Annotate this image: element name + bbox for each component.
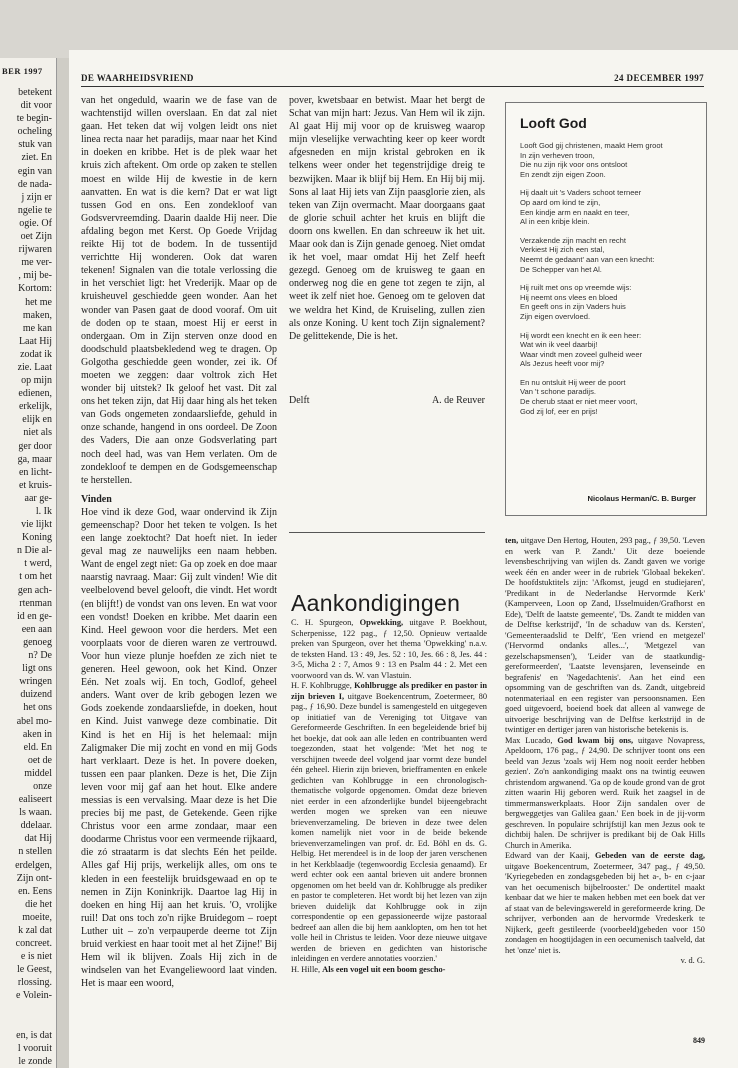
adjacent-page-line: zie. Laat xyxy=(17,361,52,373)
adjacent-page-line: en, is dat xyxy=(16,1029,52,1041)
adjacent-page-line: maken, xyxy=(22,309,52,321)
announcement-text: uitgave Boekencentrum, Zoetermeer, 80 pag., ƒ 16,90. Deze bundel is samengesteld en uitgegeven op initiatief van de Vereniging tot Uitgave van Gereformeerde Geschriften. In een begeleidende brief bij het boekje, dat ook aan alle leden en contribuanten werd toegezonden, staat het volgende: 'Met het nog te verschijnen tweede deel volgend jaar vormt deze bundel één geheel. Hierin zijn brieven, briefframenten en enkele gedichten van Kohlbrugge in een chronologisch-thematische volgorde opgenomen. Omdat deze brieven niet eerder in een afzonderlijke bundel bijeengebracht werden mogen we spreken van een nieuwe brievenverzameling. De brieven in deze twee delen komen namelijk niet voor in de beide bekende brievenverzamelingen van prof. dr. Ed. Böhl en ds. G. Helbig. Het merendeel is in de loop der jaren verschenen in het Kerkblaadje (tegenwoordig Ecclesia genaamd). Er werd echter ook een aantal brieven uit andere bronnen opgenomen om het beeld van dr. Kohlbrugge als prediker en pastor te completeren. Het wordt bij het lezen van zijn brieven duidelijk dat Kohlbrugge ook in zijn correspondentie op een gepassioneerde wijze pastoraal bedreef aan allen die bij hem aanklopten, om hen tot het volle heil in Christus te leiden. Voor deze nieuwe uitgave werden de brieven en gedichten van historische inleidingen en verdere annotaties voorzien.' xyxy=(291,691,488,963)
poem-stanza: Verzakende zijn macht en recht Verkiest Hij zich een stal, Neemt de gedaant' aan van een knecht: De Schepper van het Al. xyxy=(520,235,655,274)
article-paragraph: van het ongeduld, waarin we de fase van de wachtenstijd willen overslaan. En dat zal niet gaan. Het teken dat wij volgen leidt ons niet linea recta naar het paradijs, maar naar het Kind in doeken en kribbe. Het is de plek waar het kruis zich aftekent. Om orde op zaken te stellen moest en wilde Hij de kwestie in de kern aanvatten. En wat is die kern? Dat er wat ligt tussen God en ons. Een zondekloof van Godsvervreemding. Daarin daalde Hij neer. Die afdaling begon met Kerst. Op Goede Vrijdag reikte Hij tot de bodem. In de tussentijd verrichtte Hij wonderen. Ook dat waren tekenen! Signalen van die totale verlossing die in het verschiet ligt: het Vrederijk. Maar op de kruisheuvel geschiedde geen wonder. Aan het wonder van Pasen gaat de dood vooraf. Om uit de doden op te staan, moest Hij er eerst in ondergaan. Om in Zijn sterven onze dood en doodschuld plaatsbekledend weg te dragen. Op Golgotha geschiedde geen wonder, zei ik. Of moeten we zeggen: daar voltrok zich Het wonder bij uitstek? Ik geloof het vast. Dit zal ons het teken zijn, dat Hij daar hing als het teken van Gods ongemeten zondaarsliefde, gehuld in onze schande, hangend in ons oordeel. De Zoon des Vaders, Die aan onze Godsverlating part noch deel had, was van Hem verlaten. Om de zondekloof te dempen en de Godsgemeenschap te herstellen. xyxy=(81,95,277,486)
adjacent-page-text xyxy=(0,86,52,1068)
adjacent-page-line: et kruis- xyxy=(18,479,52,491)
announcements-title: Aankondigingen xyxy=(291,590,461,616)
adjacent-page-line: het ons xyxy=(23,702,52,714)
adjacent-page-date: BER 1997 xyxy=(2,66,43,76)
adjacent-page-line: ziet. En xyxy=(21,152,52,164)
adjacent-page-line: e Volein- xyxy=(15,990,52,1002)
adjacent-page-line: , mij be- xyxy=(18,270,52,282)
adjacent-page-line: le zonde xyxy=(18,1055,52,1067)
adjacent-page-line: wringen xyxy=(19,676,52,688)
poem-box xyxy=(505,102,707,516)
article-paragraph: Hoe vind ik deze God, waar ondervind ik Zijn gemeenschap? Door het teken te volgen. Is het een lange zoektocht? Dat hoeft niet. In ieder geval mag ze nauwelijks een naam hebben. Want de engel zegt niet: Ga op zoek en doe maar naarstig navraag. Maar: Gij zult vinden! Wie dit veelbelovend bevel gelooft, die vindt. Het wordt (en blijft!) de vondst van ons leven. En wat voor een vondst! Doeken en kribbe. Met daarin een Kind. Heel gewoon voor die herders. Met een voorplaats voor de dieren waren ze vertrouwd. Voor hun vieze plunje hoefden ze zich niet te generen. Heel gewoon, ook het Kind. Onzer Eén. Net zoals wij. En toch, Godlof, geheel anders. Want over de krib gebogen lezen we Gods zoekende zondaarsliefde, in doeken, hout en Kind. Juist vanwege deze combinatie. Dit Kind is het en Hij is het helemaal: mijn Zaligmaker Die mij zocht en vond en mij Gods hart verklaart. Deze is het. In povere doeken, tussen een paar planken. Deze is het, Die Zijn leven voor mij gaf aan het hout. Elke andere messias is een vervalsing. Maar deze is het Die precies bij me past, de Getekende. Geen rijke Christus voor een arme zondaar, maar een doodarme Christus voor een vermeende rijkaard, die zó straatarm is dat slechts Eén het peilde. Alles gaf Hij prijs, werkelijk alles, om ons te kleden in een feestelijk bruidsgewaad en op te nemen in Zijn Koninkrijk. Daartoe lag Hij in doeken en hing Hij aan het kruis. 'O, vrolijke ruil! Dat ons toch zo'n rijke Bruidegom – roept Luther uit – zo'n verpauperde deerne tot Zijn bruid verkiest en haar tooit met al het Zijne!' Bij Hem wil ik blijven. Zoals Hij zich in de windselen van het Evangeliewoord laat vinden. Het is maar een woord, xyxy=(81,506,277,990)
adjacent-page-line: k zal dat xyxy=(18,925,52,936)
adjacent-page-line: die het xyxy=(25,898,52,910)
poem-stanza: Hij daalt uit 's Vaders schoot terneer Op aard om kind te zijn, Een kindje arm en naakt en teer, Al in een kribje klein. xyxy=(520,188,642,227)
page-gutter xyxy=(57,58,69,1068)
adjacent-page-line: duizend xyxy=(20,689,52,701)
adjacent-page-line: de nada- xyxy=(17,178,52,190)
announcement-book-title: ten, xyxy=(505,536,519,545)
section-divider xyxy=(289,532,485,533)
adjacent-page-line: Zijn ont- xyxy=(16,872,52,884)
adjacent-page-line: en. Eens xyxy=(18,885,52,897)
adjacent-page-line: id en ge- xyxy=(17,610,52,622)
adjacent-page-line: ls waan. xyxy=(19,807,52,819)
adjacent-page-line: genoeg xyxy=(23,636,52,648)
adjacent-page-line: middel xyxy=(24,767,52,779)
adjacent-page-line: niet als xyxy=(23,427,52,439)
page-number: 849 xyxy=(693,1036,705,1045)
adjacent-page-line: n Die al- xyxy=(17,545,52,557)
adjacent-page-line: ealiseert xyxy=(18,794,52,806)
adjacent-page-line: Koning xyxy=(22,532,52,544)
publication-name: DE WAARHEIDSVRIEND xyxy=(81,73,194,83)
announcement-text: C. H. Spurgeon, xyxy=(291,618,360,627)
announcement-entry xyxy=(291,618,487,681)
adjacent-page-line: l. Ik xyxy=(35,506,52,517)
adjacent-page-line: erdelgen, xyxy=(15,859,52,871)
adjacent-page-line: eld. En xyxy=(23,741,52,753)
poem-stanza: Hij ruilt met ons op vreemde wijs: Hij neemt ons vlees en bloed En geeft ons in zijn Vaders huis Zijn eigen overvloed. xyxy=(520,283,632,321)
adjacent-page-line: ligt ons xyxy=(22,663,52,675)
adjacent-page-line: n stellen xyxy=(18,846,52,858)
adjacent-page-line: rijwaren xyxy=(18,244,52,256)
announcement-book-title: Opwekking, xyxy=(359,618,404,627)
adjacent-page-line: ngelie te xyxy=(17,204,52,216)
announcements-column-a xyxy=(291,618,487,975)
announcement-entry xyxy=(505,851,705,956)
adjacent-page-line: Laat Hij xyxy=(18,335,52,347)
announcements-column-b xyxy=(505,536,705,967)
announcement-entry xyxy=(291,681,487,965)
poem-stanza: Hij wordt een knecht en ik een heer: Wat win ik veel daarbij! Waar vindt men zoveel gulheid weer Als Jezus heeft voor mij? xyxy=(520,330,643,369)
adjacent-page-line: te begin- xyxy=(16,113,52,125)
announcement-text: uitgave Den Hertog, Houten, 293 pag., ƒ 39,50. 'Leven en werk van P. Zandt.' Uit deze boeiende levensbeschrijving van wijlen ds. Zandt gaven we vorige week één en ander weer in de rubriek 'Globaal bekeken'. De hoofdstuktitels zijn: 'Afkomst, jeugd en studiejaren', 'Predikant in de Nederlandse Hervormde Kerk' (Kamperveen, Loon op Zand, IJsselmuiden/Grafhorst en Ede), 'Delft de laatste gemeente', 'Ds. Zandt te midden van de Delftse kerkstrijd', 'In de schaduw van ds. Kersten', 'Gemeenteraadslid te Delft', 'Een vriend en metgezel' ('Hervormd ondanks alles...', 'Metgezel van gezelschapsmensen'), 'Leider van de staatkundig-gereformeerden', 'Laatste levensjaren, levenseinde en begrafenis' en 'Nagedachtenis'. Aan het eind een opsomming van de geschriften van ds. Zandt, uitgebreid notenmateriaal en een register van persoonsnamen. Een goed uitgevoerd, boeiend boek dat alleen al vanwege de uitvoerige beschrijving van de Delftse kerkstrijd in de twintiger en dertiger jaren van historische betekenis is. xyxy=(505,536,705,734)
adjacent-page-line: vie lijkt xyxy=(21,519,52,531)
issue-date: 24 DECEMBER 1997 xyxy=(614,73,704,83)
adjacent-page-line: elijk en xyxy=(22,414,52,426)
adjacent-page-line: ger door xyxy=(18,440,52,452)
adjacent-page-line xyxy=(0,1016,52,1029)
adjacent-page-line: edienen, xyxy=(18,388,52,400)
newspaper-page xyxy=(69,50,738,1068)
adjacent-page-line: me ver- xyxy=(21,257,52,269)
poem-title: Looft God xyxy=(520,115,587,131)
signature-place: Delft xyxy=(289,395,310,406)
adjacent-page-line: le Geest, xyxy=(17,964,52,976)
section-subheading: Vinden xyxy=(81,493,112,505)
page-header xyxy=(81,72,704,87)
adjacent-page-line: een aan xyxy=(21,623,52,635)
adjacent-page-line: me kan xyxy=(22,322,52,334)
adjacent-page-line: aken in xyxy=(22,728,52,740)
announcement-book-title: God kwam bij ons, xyxy=(557,735,634,745)
adjacent-page-line: oet Zijn xyxy=(20,231,52,243)
adjacent-page-line: rlossing. xyxy=(17,977,52,989)
adjacent-page-line: en licht- xyxy=(18,466,52,478)
adjacent-page-line: rtenman xyxy=(19,597,52,609)
announcement-entry xyxy=(505,536,705,736)
adjacent-page-line: op mijn xyxy=(21,375,52,387)
adjacent-page-line: betekent xyxy=(18,87,52,98)
announcement-text: H. Hille, xyxy=(291,964,323,974)
adjacent-page-line: aar ge- xyxy=(24,492,52,504)
adjacent-page-line: stuk van xyxy=(18,139,52,151)
adjacent-page-strip xyxy=(0,58,57,1068)
announcements-signoff: v. d. G. xyxy=(680,956,705,965)
article-signature xyxy=(289,395,485,406)
adjacent-page-line: onze xyxy=(33,780,52,792)
article-paragraph: pover, kwetsbaar en betwist. Maar het bergt de Schat van mijn hart: Jezus. Van Hem wil ik zijn. Al gaat Hij mij voor op de kruisweg waarop mijn vleselijke verwachting keer op keer wordt afgesneden en mijn kristal gebroken en ik telkens weer onder het tegenstrijdige dreig te bezwijken. Maar ik blijf bij Hem. En Hij bij mij. Sons al laat Hij iets van Zijn paasglorie zien, als teken van Zijn overmacht. Maar doorgaans gaat de glorie schuil achter het kruis en blijft die doorn ons kwellen. En dan schreeuw ik het uit. Maar ook dan is Zijn genade genoeg. Niet omdat ik het voel, maar omdat Hij het Zelf heeft gezegd. Genoeg om de kruisweg te gaan en onderweg nog die en gene tot zegen te zijn, al weet ik zelf niet hoe. Genoeg om te geloven dat we weldra het Kind, de Kruiseling, zullen zien als onze Koning. U kent toch Zijn signalement? De gelittekende, Die is het. xyxy=(289,95,485,342)
announcement-entry xyxy=(505,736,705,852)
poem-credit: Nicolaus Herman/C. B. Burger xyxy=(587,494,696,503)
announcement-book-title: Gebeden van de eerste dag, xyxy=(594,851,705,860)
adjacent-page-line: dat Hij xyxy=(24,833,52,845)
adjacent-page-line: n? De xyxy=(28,650,52,662)
adjacent-page-line: oet de xyxy=(27,754,52,766)
adjacent-page-line: l vooruit xyxy=(17,1042,52,1054)
adjacent-page-line: ocheling xyxy=(17,126,52,138)
poem-stanzas xyxy=(520,141,700,425)
adjacent-page-line: concreet. xyxy=(15,938,52,950)
announcement-entry xyxy=(291,965,487,976)
adjacent-page-line: zodat ik xyxy=(20,348,52,360)
article-column-2 xyxy=(289,94,485,343)
announcement-text: Max Lucado, xyxy=(505,735,558,745)
adjacent-page-line xyxy=(0,1003,52,1016)
announcement-text: uitgave Boekencentrum, Zoetermeer, 347 pag., ƒ 49,50. 'Kyriegebeden en zondagsgebeden bij het a-, b- en c-jaar van het oecumenisch bijbelrooster.' De ondertitel maakt kenbaar dat we hier te maken hebben met een boek dat ver af staat van de belevingswereld in gereformeerde kring. De schrijver, verbonden aan de hervormde Vredeskerk te Nijkerk, geeft gestileerde (voorbeeld)gebeden voor 150 zondagen en hoogtijdagen in een oecumenisch taalveld, dat het 'onze' niet is. xyxy=(505,861,705,955)
adjacent-page-line: erkelijk, xyxy=(18,401,52,413)
adjacent-page-line: moeite, xyxy=(22,911,52,923)
announcement-text: uitgave Novapress, Apeldoorn, 176 pag., ƒ 24,90. De schrijver toont ons een beeld van Jezus 'zoals wij Hem nog nooit eerder hebben gezien'. Zo'n aankondiging maakt ons na twintig eeuwen christendom argwanend. 'Ga op de koude grond van de grot zitten waarin Hij geboren werd. Ruik het zaagsel in de timmermanswerkplaats. Hoor Zijn sandalen over de bergweggetjes van Galilea gaan.' Een boek in de jij-vorm geschreven. In populaire schrijfstijl kan men Jezus ook te dichtbij halen. De schrijver is predikant bij de Oak Hills Church in Amerika. xyxy=(505,735,705,850)
adjacent-page-line: j zijn er xyxy=(21,191,52,203)
poem-stanza: Looft God gij christenen, maakt Hem groot In zijn verheven troon, Die nu zijn rijk voor ons ontsloot En zendt zijn eigen Zoon. xyxy=(520,141,663,179)
adjacent-page-line: ga, maar xyxy=(17,453,52,465)
adjacent-page-line: t om het xyxy=(19,571,52,583)
adjacent-page-line: egin van xyxy=(17,165,52,177)
adjacent-page-line: t werd, xyxy=(24,558,52,570)
adjacent-page-line: dit voor xyxy=(20,100,52,112)
signature-author: A. de Reuver xyxy=(431,395,485,406)
adjacent-page-line: ogie. Of xyxy=(19,217,52,229)
adjacent-page-line: het me xyxy=(25,296,52,308)
adjacent-page-line: ddelaar. xyxy=(20,820,52,832)
announcement-book-title: Kohlbrugge als prediker en pastor in zijn brieven I, xyxy=(291,681,487,701)
adjacent-page-line: e is niet xyxy=(20,951,52,963)
announcement-text: H. F. Kohlbrugge, xyxy=(291,681,355,690)
announcement-book-title: Als een vogel uit een boom gescho- xyxy=(322,964,446,974)
poem-stanza: En nu ontsluit Hij weer de poort Van 't schone paradijs. De cherub staat er niet meer voort, God zij lof, eer en prijs! xyxy=(520,377,638,416)
announcement-text: uitgave P. Boekhout, Scherpenisse, 122 pag., ƒ 12,50. Opnieuw vertaalde preken van Spurgeon, over het thema 'Opwekking' n.a.v. de teksten Hand. 13 : 49, Jes. 52 : 10, Jes. 66 : 8, Jes. 44 : 3-5, Micha 2 : 7, Amos 9 : 13 en Psalm 44 : 2. Met een voorwoord van ds. W. van Vlastuin. xyxy=(291,618,487,680)
adjacent-page-line: gen ach- xyxy=(17,584,52,596)
announcement-text: Edward van der Kaaij, xyxy=(505,851,595,860)
article-column-1 xyxy=(81,94,277,990)
adjacent-page-line: Kortom: xyxy=(18,283,52,295)
adjacent-page-line: abel mo- xyxy=(16,715,52,727)
